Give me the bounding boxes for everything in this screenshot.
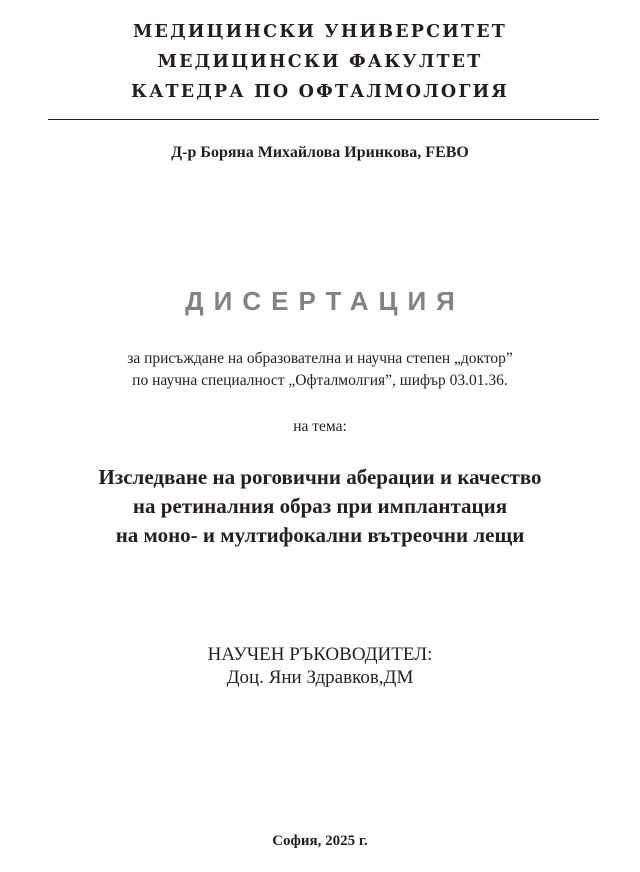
thesis-title-line-1: Изследване на роговични аберации и качество	[98, 465, 542, 489]
degree-line: за присъждане на образователна и научна степен „доктор”	[127, 350, 513, 367]
place-and-year: София, 2025 г.	[272, 833, 368, 849]
supervisor-name: Доц. Яни Здравков,ДМ	[226, 667, 414, 688]
author-name: Д-р Боряна Михайлова Иринкова, FEBO	[171, 144, 469, 161]
supervisor-label: НАУЧЕН РЪКОВОДИТЕЛ:	[207, 644, 433, 665]
university-name: МЕДИЦИНСКИ УНИВЕРСИТЕТ	[132, 22, 508, 42]
topic-label: на тема:	[293, 418, 347, 435]
thesis-title-line-3: на моно- и мултифокални вътреочни лещи	[115, 523, 525, 547]
specialty-line: по научна специалност „Офталмолгия”, шифър 03.01.36.	[132, 372, 508, 389]
faculty-name: МЕДИЦИНСКИ ФАКУЛТЕТ	[157, 52, 483, 72]
document-type-heading: ДИСЕРТАЦИЯ	[185, 286, 465, 316]
department-name: КАТЕДРА ПО ОФТАЛМОЛОГИЯ	[130, 82, 510, 102]
thesis-title-line-2: на ретиналния образ при имплантация	[132, 494, 508, 518]
header-divider	[48, 119, 599, 120]
